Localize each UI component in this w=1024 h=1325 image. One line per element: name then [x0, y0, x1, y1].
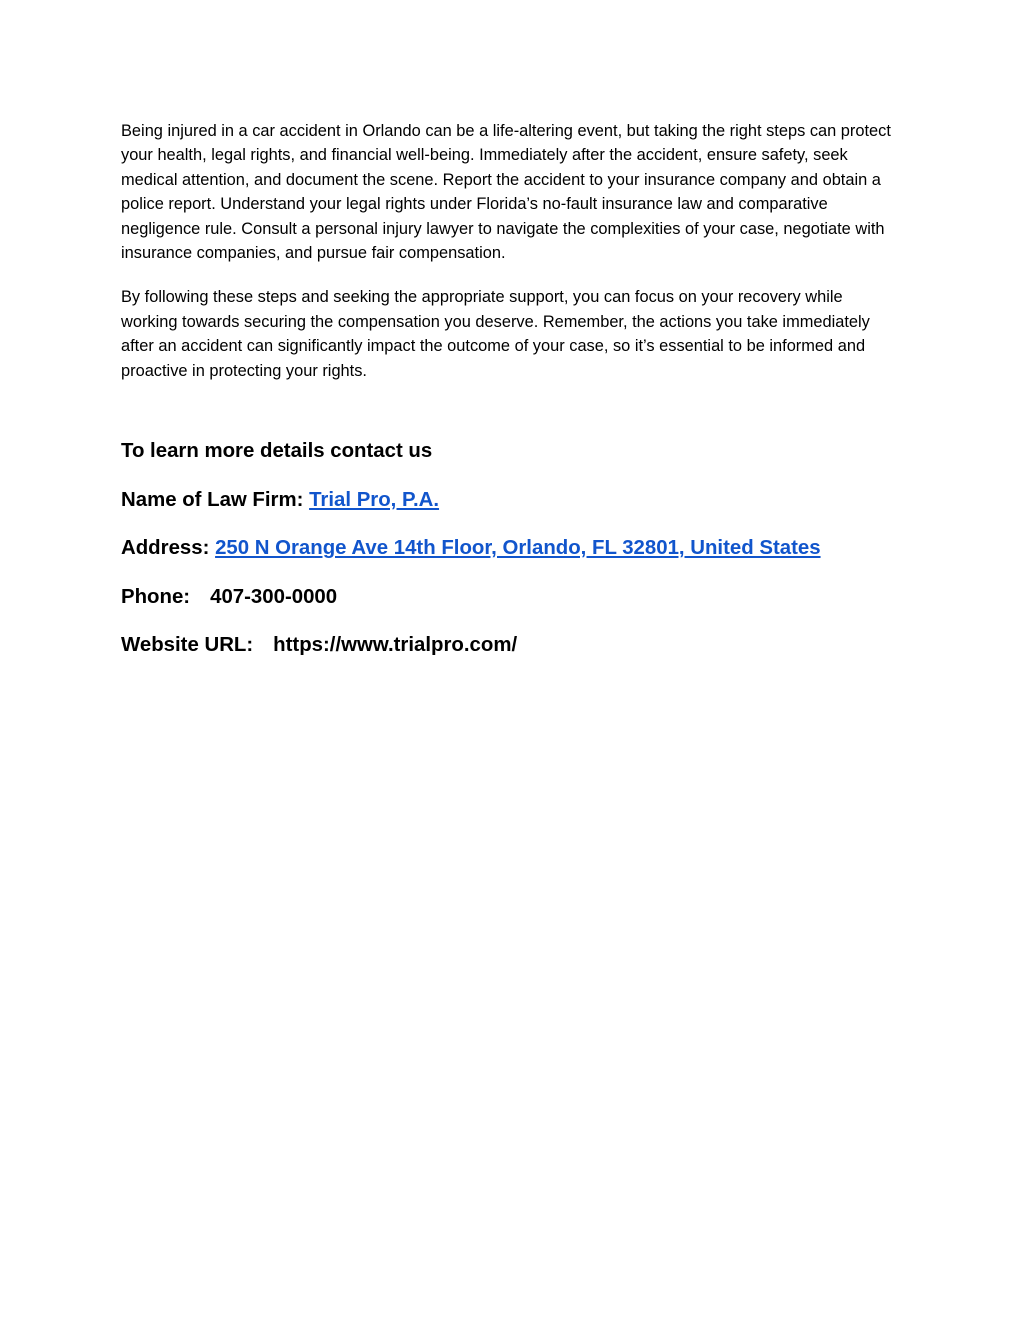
phone-value: 407-300-0000 [210, 585, 338, 608]
phone-label: Phone: [121, 585, 191, 608]
contact-section [121, 439, 896, 657]
address-link[interactable]: 250 N Orange Ave 14th Floor, Orlando, FL 32801, United States [215, 537, 821, 560]
intro-paragraph: Being injured in a car accident in Orlando can be a life-altering event, but taking the right steps can protect your health, legal rights, and financial well-being. Immediately after the accident, ensure safety, seek medical attention, and document the scene. Report the accident to your insurance company and obtain a police report. Understand your legal rights under Florida’s no-fault insurance law and comparative negligence rule. Consult a personal injury lawyer to navigate the complexities of your case, negotiate with insurance companies, and pursue fair compensation. [121, 122, 891, 263]
website-value: https://www.trialpro.com/ [273, 634, 518, 657]
address-line [121, 536, 896, 560]
address-label: Address: [121, 537, 210, 560]
firm-name-link[interactable]: Trial Pro, P.A. [309, 488, 440, 511]
closing-paragraph: By following these steps and seeking the appropriate support, you can focus on your recovery while working towards securing the compensation you deserve. Remember, the actions you take immediately after an accident can significantly impact the outcome of your case, so it’s essential to be informed and proactive in protecting your rights. [121, 288, 870, 380]
phone-line [121, 585, 896, 609]
website-label: Website URL: [121, 634, 254, 657]
firm-name-label: Name of Law Firm: [121, 488, 304, 511]
website-line [121, 633, 896, 657]
contact-heading: To learn more details contact us [121, 440, 433, 463]
firm-name-line [121, 488, 896, 512]
document-page [121, 119, 896, 682]
